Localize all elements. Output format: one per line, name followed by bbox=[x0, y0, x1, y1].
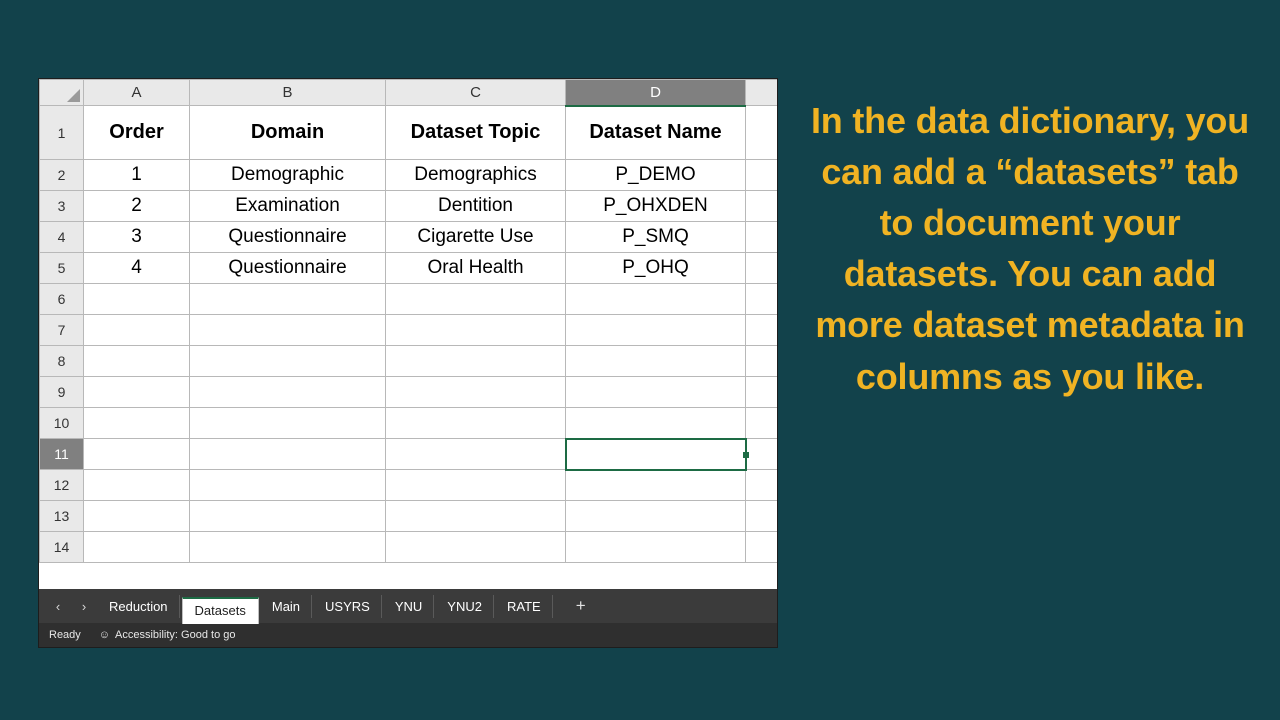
sheet-tab-reduction[interactable]: Reduction bbox=[98, 595, 180, 618]
cell-b12[interactable] bbox=[190, 470, 386, 501]
cell-d13[interactable] bbox=[566, 501, 746, 532]
table-row[interactable] bbox=[40, 439, 778, 470]
cell-c7[interactable] bbox=[386, 315, 566, 346]
cell-d6[interactable] bbox=[566, 284, 746, 315]
cell-c2[interactable]: Demographics bbox=[386, 160, 566, 191]
cell-b7[interactable] bbox=[190, 315, 386, 346]
row-header-11[interactable]: 11 bbox=[40, 439, 84, 470]
excel-window bbox=[38, 78, 778, 648]
cell-a2[interactable]: 1 bbox=[84, 160, 190, 191]
status-mode-label: Ready bbox=[49, 629, 81, 641]
cell-b9[interactable] bbox=[190, 377, 386, 408]
row-header-8[interactable]: 8 bbox=[40, 346, 84, 377]
cell-b14[interactable] bbox=[190, 532, 386, 563]
column-header-c[interactable]: C bbox=[386, 80, 566, 106]
cell-e13[interactable] bbox=[746, 501, 778, 532]
sheet-table[interactable] bbox=[39, 79, 777, 563]
table-row[interactable] bbox=[40, 253, 778, 284]
slide-caption: In the data dictionary, you can add a “datasets” tab to document your datasets. You can add more dataset metadata in columns as you like. bbox=[811, 100, 1249, 397]
column-header-e[interactable] bbox=[746, 80, 778, 106]
row-header-5[interactable]: 5 bbox=[40, 253, 84, 284]
cell-e14[interactable] bbox=[746, 532, 778, 563]
cell-d10[interactable] bbox=[566, 408, 746, 439]
cell-e3[interactable] bbox=[746, 191, 778, 222]
cell-b5[interactable]: Questionnaire bbox=[190, 253, 386, 284]
cell-d12[interactable] bbox=[566, 470, 746, 501]
cell-b4[interactable]: Questionnaire bbox=[190, 222, 386, 253]
table-row[interactable] bbox=[40, 408, 778, 439]
cell-a4[interactable]: 3 bbox=[84, 222, 190, 253]
cell-e6[interactable] bbox=[746, 284, 778, 315]
table-row[interactable] bbox=[40, 532, 778, 563]
cell-c14[interactable] bbox=[386, 532, 566, 563]
spreadsheet-grid[interactable] bbox=[39, 79, 777, 589]
add-sheet-button[interactable]: + bbox=[575, 596, 586, 615]
cell-c10[interactable] bbox=[386, 408, 566, 439]
cell-c12[interactable] bbox=[386, 470, 566, 501]
row-header-9[interactable]: 9 bbox=[40, 377, 84, 408]
cell-b8[interactable] bbox=[190, 346, 386, 377]
table-row[interactable] bbox=[40, 377, 778, 408]
row-header-2[interactable]: 2 bbox=[40, 160, 84, 191]
sheet-tab-datasets[interactable]: Datasets bbox=[182, 597, 259, 624]
row-header-6[interactable]: 6 bbox=[40, 284, 84, 315]
sheet-tab-ynu[interactable]: YNU bbox=[384, 595, 434, 618]
table-row[interactable] bbox=[40, 315, 778, 346]
cell-a14[interactable] bbox=[84, 532, 190, 563]
cell-e10[interactable] bbox=[746, 408, 778, 439]
tab-next-button[interactable]: › bbox=[81, 598, 87, 614]
table-row[interactable] bbox=[40, 106, 778, 160]
sheet-tab-rate[interactable]: RATE bbox=[496, 595, 553, 618]
cell-d5[interactable]: P_OHQ bbox=[566, 253, 746, 284]
row-header-12[interactable]: 12 bbox=[40, 470, 84, 501]
accessibility-icon: ☺ bbox=[98, 629, 111, 641]
cell-b6[interactable] bbox=[190, 284, 386, 315]
accessibility-label: Accessibility: Good to go bbox=[115, 629, 236, 641]
cell-c1[interactable]: Dataset Topic bbox=[386, 106, 566, 160]
active-cell-d11[interactable] bbox=[566, 439, 746, 470]
cell-d4[interactable]: P_SMQ bbox=[566, 222, 746, 253]
column-header-a[interactable]: A bbox=[84, 80, 190, 106]
cell-b3[interactable]: Examination bbox=[190, 191, 386, 222]
row-header-14[interactable]: 14 bbox=[40, 532, 84, 563]
fill-handle[interactable] bbox=[743, 452, 749, 458]
tab-prev-button[interactable]: ‹ bbox=[55, 598, 61, 614]
cell-d3[interactable]: P_OHXDEN bbox=[566, 191, 746, 222]
accessibility-status[interactable] bbox=[99, 629, 236, 641]
row-header-7[interactable]: 7 bbox=[40, 315, 84, 346]
cell-d1[interactable]: Dataset Name bbox=[566, 106, 746, 160]
table-row[interactable] bbox=[40, 284, 778, 315]
cell-a5[interactable]: 4 bbox=[84, 253, 190, 284]
cell-a13[interactable] bbox=[84, 501, 190, 532]
cell-e8[interactable] bbox=[746, 346, 778, 377]
cell-e2[interactable] bbox=[746, 160, 778, 191]
cell-c4[interactable]: Cigarette Use bbox=[386, 222, 566, 253]
row-header-10[interactable]: 10 bbox=[40, 408, 84, 439]
cell-d2[interactable]: P_DEMO bbox=[566, 160, 746, 191]
sheet-tab-bar[interactable] bbox=[39, 589, 777, 623]
column-header-d[interactable]: D bbox=[566, 80, 746, 106]
cell-b2[interactable]: Demographic bbox=[190, 160, 386, 191]
table-row[interactable] bbox=[40, 470, 778, 501]
cell-a10[interactable] bbox=[84, 408, 190, 439]
corner-triangle-icon bbox=[67, 89, 80, 102]
select-all-corner[interactable] bbox=[40, 80, 84, 106]
row-header-4[interactable]: 4 bbox=[40, 222, 84, 253]
cell-e11[interactable] bbox=[746, 439, 778, 470]
cell-e5[interactable] bbox=[746, 253, 778, 284]
table-row[interactable] bbox=[40, 346, 778, 377]
status-mode bbox=[49, 629, 81, 641]
table-row[interactable] bbox=[40, 222, 778, 253]
cell-a8[interactable] bbox=[84, 346, 190, 377]
cell-c5[interactable]: Oral Health bbox=[386, 253, 566, 284]
cell-c8[interactable] bbox=[386, 346, 566, 377]
table-row[interactable] bbox=[40, 160, 778, 191]
cell-e1[interactable] bbox=[746, 106, 778, 160]
cell-d7[interactable] bbox=[566, 315, 746, 346]
cell-c3[interactable]: Dentition bbox=[386, 191, 566, 222]
cell-b11[interactable] bbox=[190, 439, 386, 470]
cell-c11[interactable] bbox=[386, 439, 566, 470]
cell-c9[interactable] bbox=[386, 377, 566, 408]
cell-e9[interactable] bbox=[746, 377, 778, 408]
cell-c13[interactable] bbox=[386, 501, 566, 532]
sheet-tab-main[interactable]: Main bbox=[261, 595, 312, 618]
cell-d8[interactable] bbox=[566, 346, 746, 377]
row-header-1[interactable]: 1 bbox=[40, 106, 84, 160]
cell-b13[interactable] bbox=[190, 501, 386, 532]
cell-a3[interactable]: 2 bbox=[84, 191, 190, 222]
column-header-b[interactable]: B bbox=[190, 80, 386, 106]
row-header-13[interactable]: 13 bbox=[40, 501, 84, 532]
cell-d9[interactable] bbox=[566, 377, 746, 408]
cell-e4[interactable] bbox=[746, 222, 778, 253]
status-bar bbox=[39, 623, 777, 647]
column-header-row bbox=[40, 80, 778, 106]
cell-a7[interactable] bbox=[84, 315, 190, 346]
sheet-tab-ynu2[interactable]: YNU2 bbox=[436, 595, 494, 618]
cell-b1[interactable]: Domain bbox=[190, 106, 386, 160]
cell-a9[interactable] bbox=[84, 377, 190, 408]
cell-d14[interactable] bbox=[566, 532, 746, 563]
cell-e7[interactable] bbox=[746, 315, 778, 346]
cell-e12[interactable] bbox=[746, 470, 778, 501]
cell-a11[interactable] bbox=[84, 439, 190, 470]
table-row[interactable] bbox=[40, 191, 778, 222]
table-row[interactable] bbox=[40, 501, 778, 532]
cell-b10[interactable] bbox=[190, 408, 386, 439]
cell-a6[interactable] bbox=[84, 284, 190, 315]
sheet-tab-usyrs[interactable]: USYRS bbox=[314, 595, 382, 618]
cell-a1[interactable]: Order bbox=[84, 106, 190, 160]
cell-a12[interactable] bbox=[84, 470, 190, 501]
cell-c6[interactable] bbox=[386, 284, 566, 315]
row-header-3[interactable]: 3 bbox=[40, 191, 84, 222]
